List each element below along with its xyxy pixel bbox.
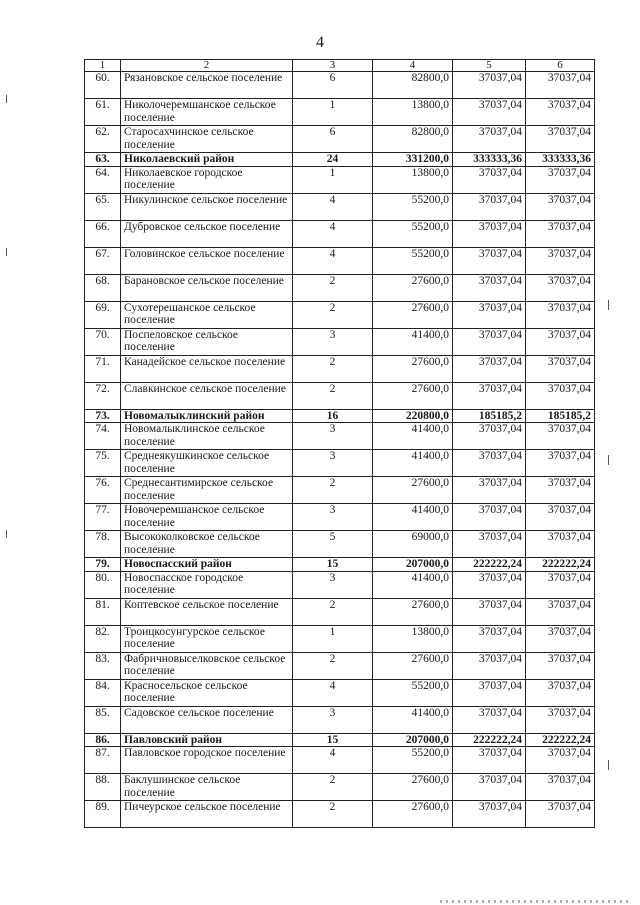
table-row: [85, 301, 595, 328]
table-row: [85, 72, 595, 99]
row-value-6: 37037,04: [526, 301, 595, 328]
row-amount: 27600,0: [373, 652, 453, 679]
row-value-5: 37037,04: [453, 193, 526, 220]
row-name: Баклушинское сельское поселение: [121, 774, 293, 801]
row-number: 88.: [85, 774, 121, 801]
row-amount: 55200,0: [373, 679, 453, 706]
row-name: Головинское сельское поселение: [121, 247, 293, 274]
row-name: Дубровское сельское поселение: [121, 220, 293, 247]
row-name: Красносельское сельское поселение: [121, 679, 293, 706]
row-amount: 41400,0: [373, 706, 453, 733]
table-row: [85, 355, 595, 382]
row-value-6: 37037,04: [526, 166, 595, 193]
row-amount: 220800,0: [373, 409, 453, 423]
row-number: 82.: [85, 625, 121, 652]
row-name: Среднесантимирское сельское поселение: [121, 477, 293, 504]
row-amount: 207000,0: [373, 558, 453, 572]
row-value-5: 37037,04: [453, 477, 526, 504]
district-total-row: [85, 558, 595, 572]
table-row: [85, 423, 595, 450]
row-number: 80.: [85, 571, 121, 598]
row-amount: 27600,0: [373, 598, 453, 625]
row-value-6: 37037,04: [526, 774, 595, 801]
row-value-5: 37037,04: [453, 706, 526, 733]
row-number: 75.: [85, 450, 121, 477]
row-count: 15: [293, 558, 373, 572]
column-header-2: 2: [121, 60, 293, 72]
row-amount: 55200,0: [373, 247, 453, 274]
row-value-5: 37037,04: [453, 72, 526, 99]
row-value-6: 37037,04: [526, 72, 595, 99]
table-row: [85, 531, 595, 558]
table-row: [85, 220, 595, 247]
table-row: [85, 598, 595, 625]
row-value-6: 185185,2: [526, 409, 595, 423]
row-value-5: 222222,24: [453, 558, 526, 572]
row-name: Павловский район: [121, 733, 293, 747]
row-number: 74.: [85, 423, 121, 450]
row-value-5: 37037,04: [453, 355, 526, 382]
row-number: 62.: [85, 126, 121, 153]
row-value-6: 37037,04: [526, 801, 595, 828]
table-row: [85, 679, 595, 706]
table-row: [85, 382, 595, 409]
row-value-5: 37037,04: [453, 801, 526, 828]
table-row: [85, 477, 595, 504]
district-total-row: [85, 409, 595, 423]
row-count: 2: [293, 477, 373, 504]
row-name: Садовское сельское поселение: [121, 706, 293, 733]
table-row: [85, 126, 595, 153]
row-value-5: 37037,04: [453, 625, 526, 652]
row-number: 63.: [85, 153, 121, 167]
column-header-1: 1: [85, 60, 121, 72]
row-count: 24: [293, 153, 373, 167]
row-value-5: 37037,04: [453, 504, 526, 531]
row-value-6: 333333,36: [526, 153, 595, 167]
row-amount: 55200,0: [373, 193, 453, 220]
row-value-6: 37037,04: [526, 274, 595, 301]
row-name: Новоспасский район: [121, 558, 293, 572]
row-value-5: 37037,04: [453, 571, 526, 598]
table-row: [85, 774, 595, 801]
page-number: 4: [316, 34, 324, 51]
row-number: 73.: [85, 409, 121, 423]
row-amount: 55200,0: [373, 220, 453, 247]
row-count: 3: [293, 328, 373, 355]
row-count: 1: [293, 99, 373, 126]
row-name: Коптевское сельское поселение: [121, 598, 293, 625]
scan-edge-mark: [6, 530, 7, 538]
row-value-6: 37037,04: [526, 531, 595, 558]
row-value-6: 37037,04: [526, 99, 595, 126]
row-amount: 41400,0: [373, 328, 453, 355]
table-row: [85, 193, 595, 220]
row-value-5: 37037,04: [453, 126, 526, 153]
row-value-5: 37037,04: [453, 301, 526, 328]
allocation-table: [84, 59, 595, 828]
scan-edge-mark: [608, 300, 609, 310]
header-row: [85, 60, 595, 72]
row-amount: 55200,0: [373, 747, 453, 774]
row-name: Новочеремшанское сельское поселение: [121, 504, 293, 531]
table-row: [85, 274, 595, 301]
row-number: 81.: [85, 598, 121, 625]
row-count: 2: [293, 274, 373, 301]
table-row: [85, 652, 595, 679]
row-value-6: 37037,04: [526, 193, 595, 220]
row-value-5: 37037,04: [453, 247, 526, 274]
row-count: 4: [293, 747, 373, 774]
row-value-6: 37037,04: [526, 747, 595, 774]
row-number: 69.: [85, 301, 121, 328]
row-value-6: 37037,04: [526, 355, 595, 382]
row-amount: 27600,0: [373, 801, 453, 828]
row-count: 6: [293, 126, 373, 153]
row-count: 3: [293, 504, 373, 531]
column-header-4: 4: [373, 60, 453, 72]
row-amount: 27600,0: [373, 774, 453, 801]
table-row: [85, 99, 595, 126]
row-value-6: 37037,04: [526, 571, 595, 598]
row-value-5: 185185,2: [453, 409, 526, 423]
row-number: 87.: [85, 747, 121, 774]
row-value-5: 37037,04: [453, 274, 526, 301]
row-number: 76.: [85, 477, 121, 504]
row-value-6: 37037,04: [526, 477, 595, 504]
column-header-3: 3: [293, 60, 373, 72]
row-value-5: 37037,04: [453, 328, 526, 355]
row-value-6: 37037,04: [526, 504, 595, 531]
scan-noise: [440, 900, 630, 903]
row-name: Троицкосунгурское сельское поселение: [121, 625, 293, 652]
row-number: 65.: [85, 193, 121, 220]
row-number: 79.: [85, 558, 121, 572]
row-value-5: 37037,04: [453, 679, 526, 706]
row-amount: 13800,0: [373, 625, 453, 652]
row-value-5: 333333,36: [453, 153, 526, 167]
row-amount: 27600,0: [373, 355, 453, 382]
scan-edge-mark: [608, 760, 609, 770]
row-value-5: 37037,04: [453, 450, 526, 477]
row-name: Славкинское сельское поселение: [121, 382, 293, 409]
row-value-5: 37037,04: [453, 531, 526, 558]
row-number: 60.: [85, 72, 121, 99]
row-number: 71.: [85, 355, 121, 382]
row-value-5: 37037,04: [453, 774, 526, 801]
row-amount: 13800,0: [373, 166, 453, 193]
row-amount: 82800,0: [373, 72, 453, 99]
row-number: 68.: [85, 274, 121, 301]
row-value-6: 37037,04: [526, 220, 595, 247]
table-row: [85, 247, 595, 274]
row-number: 77.: [85, 504, 121, 531]
row-amount: 41400,0: [373, 571, 453, 598]
row-amount: 69000,0: [373, 531, 453, 558]
row-value-6: 37037,04: [526, 679, 595, 706]
row-name: Сухотерешанское сельское поселение: [121, 301, 293, 328]
table-row: [85, 571, 595, 598]
row-name: Высококолковское сельское поселение: [121, 531, 293, 558]
row-name: Поспеловское сельское поселение: [121, 328, 293, 355]
row-count: 2: [293, 801, 373, 828]
table-row: [85, 625, 595, 652]
row-value-6: 37037,04: [526, 450, 595, 477]
row-count: 16: [293, 409, 373, 423]
row-value-6: 37037,04: [526, 328, 595, 355]
row-name: Барановское сельское поселение: [121, 274, 293, 301]
row-value-6: 37037,04: [526, 598, 595, 625]
row-number: 84.: [85, 679, 121, 706]
row-value-5: 37037,04: [453, 166, 526, 193]
column-header-5: 5: [453, 60, 526, 72]
row-count: 3: [293, 706, 373, 733]
row-value-5: 37037,04: [453, 382, 526, 409]
scan-edge-mark: [6, 95, 7, 103]
row-number: 89.: [85, 801, 121, 828]
district-total-row: [85, 733, 595, 747]
row-count: 2: [293, 774, 373, 801]
row-amount: 27600,0: [373, 477, 453, 504]
column-header-6: 6: [526, 60, 595, 72]
row-count: 2: [293, 382, 373, 409]
table-row: [85, 504, 595, 531]
row-count: 3: [293, 423, 373, 450]
row-count: 4: [293, 220, 373, 247]
table-row: [85, 747, 595, 774]
row-value-6: 37037,04: [526, 625, 595, 652]
row-value-5: 37037,04: [453, 220, 526, 247]
row-value-6: 37037,04: [526, 706, 595, 733]
row-number: 67.: [85, 247, 121, 274]
row-name: Новомалыклинский район: [121, 409, 293, 423]
district-total-row: [85, 153, 595, 167]
row-name: Старосахчинское сельское поселение: [121, 126, 293, 153]
row-value-6: 37037,04: [526, 423, 595, 450]
row-count: 3: [293, 450, 373, 477]
row-amount: 331200,0: [373, 153, 453, 167]
row-name: Пичеурское сельское поселение: [121, 801, 293, 828]
row-number: 85.: [85, 706, 121, 733]
row-name: Никулинское сельское поселение: [121, 193, 293, 220]
row-value-6: 37037,04: [526, 382, 595, 409]
table-row: [85, 706, 595, 733]
row-amount: 41400,0: [373, 423, 453, 450]
table-row: [85, 801, 595, 828]
row-value-5: 37037,04: [453, 99, 526, 126]
row-name: Фабричновыселковское сельское поселение: [121, 652, 293, 679]
row-value-5: 37037,04: [453, 747, 526, 774]
row-amount: 27600,0: [373, 274, 453, 301]
row-count: 2: [293, 598, 373, 625]
row-count: 4: [293, 193, 373, 220]
row-amount: 207000,0: [373, 733, 453, 747]
row-count: 1: [293, 625, 373, 652]
row-value-6: 37037,04: [526, 247, 595, 274]
row-count: 15: [293, 733, 373, 747]
row-value-6: 37037,04: [526, 126, 595, 153]
row-number: 72.: [85, 382, 121, 409]
table-row: [85, 166, 595, 193]
table-body: [85, 72, 595, 828]
row-name: Новоспасское городское поселение: [121, 571, 293, 598]
row-name: Новомалыклинское сельское поселение: [121, 423, 293, 450]
row-name: Николаевское городское поселение: [121, 166, 293, 193]
row-name: Канадейское сельское поселение: [121, 355, 293, 382]
row-amount: 41400,0: [373, 450, 453, 477]
row-number: 78.: [85, 531, 121, 558]
scan-edge-mark: [6, 248, 7, 256]
row-value-6: 222222,24: [526, 558, 595, 572]
row-value-5: 37037,04: [453, 598, 526, 625]
row-number: 70.: [85, 328, 121, 355]
row-name: Павловское городское поселение: [121, 747, 293, 774]
row-value-6: 37037,04: [526, 652, 595, 679]
row-value-5: 222222,24: [453, 733, 526, 747]
row-count: 2: [293, 355, 373, 382]
row-amount: 13800,0: [373, 99, 453, 126]
row-value-6: 222222,24: [526, 733, 595, 747]
row-count: 3: [293, 571, 373, 598]
scan-edge-mark: [608, 455, 609, 465]
row-amount: 27600,0: [373, 301, 453, 328]
row-number: 66.: [85, 220, 121, 247]
row-value-5: 37037,04: [453, 652, 526, 679]
row-name: Среднеякушкинское сельское поселение: [121, 450, 293, 477]
row-count: 6: [293, 72, 373, 99]
row-number: 64.: [85, 166, 121, 193]
row-value-5: 37037,04: [453, 423, 526, 450]
row-count: 2: [293, 301, 373, 328]
row-count: 4: [293, 247, 373, 274]
row-count: 4: [293, 679, 373, 706]
row-name: Николаевский район: [121, 153, 293, 167]
row-count: 2: [293, 652, 373, 679]
row-count: 1: [293, 166, 373, 193]
row-amount: 27600,0: [373, 382, 453, 409]
row-count: 5: [293, 531, 373, 558]
table-row: [85, 328, 595, 355]
row-number: 61.: [85, 99, 121, 126]
row-amount: 41400,0: [373, 504, 453, 531]
row-number: 86.: [85, 733, 121, 747]
row-amount: 82800,0: [373, 126, 453, 153]
table-row: [85, 450, 595, 477]
row-name: Николочеремшанское сельское поселение: [121, 99, 293, 126]
row-name: Рязановское сельское поселение: [121, 72, 293, 99]
row-number: 83.: [85, 652, 121, 679]
